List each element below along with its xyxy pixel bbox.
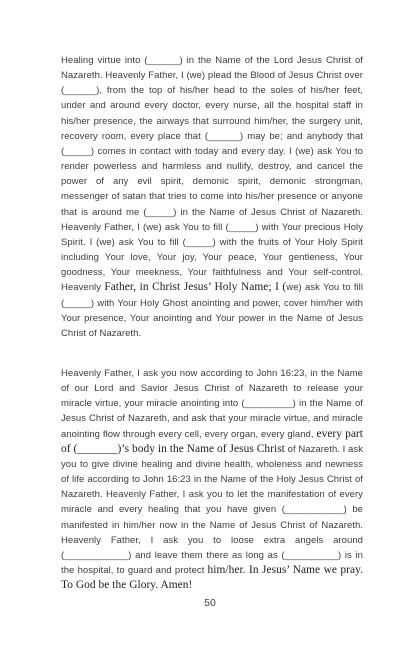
paragraph-2-text: Heavenly Father, I ask you now according to John 16:23, in the Name of our Lord and Savior Jesus Christ of Nazareth to release your miracle virtue, your miracle anointing into (_________) in the Name of Jesus Christ of Nazareth, and ask that your miracle virtue, and miracle anointing flow through every cell, every organ, every gland, bbox=[61, 368, 363, 440]
closing-line: him/her. In Jesus’ Name we pray. To God be the Glory. Amen! bbox=[61, 564, 363, 592]
paragraph-1-text-end: we) ask You to fill (_____) with Your Holy Ghost anointing and power, cover him/her with Your presence, Your anointing and Your power in the Name of Jesus Christ of Nazareth. bbox=[61, 282, 364, 339]
paragraph-1-serif-text: Father, in Christ Jesus’ Holy Name; I ( bbox=[104, 281, 287, 294]
prayer-paragraph-1 bbox=[61, 53, 363, 341]
prayer-paragraph-2 bbox=[61, 366, 363, 593]
paragraph-1-text: Healing virtue into (______) in the Name of the Lord Jesus Christ of Nazareth. Heavenly Father, I (we) plead the Blood of Jesus Christ over (______), from the top of his/her head to the soles of his/her feet, under and around every doctor, every nurse, all the hospital staff in his/her presence, the airways that surround him/her, the surgery unit, recovery room, every place that (______) may be; and anybody that (_____) comes in contact with today and every day. I (we) ask You to render powerless and harmless and nullify, destroy, and cancel the power of any evil spirit, demonic spirit, demonic strongman, messenger of satan that tries to come into his/her presence or anyone that is around me (_____) in the Name of Jesus Christ of Nazareth. Heavenly Father, I (we) ask You to fill (_____) with Your precious Holy Spirit. I (we) ask You to fill (_____) with the fruits of Your Holy Spirit including Your love, Your joy, Your peace, Your gentleness, Your goodness, Your meekness, Your faithfulness and Your self-control. Heavenly bbox=[61, 55, 363, 294]
paragraph-2-serif-text: every part of (_______)’s body in the Name of Jesus Christ bbox=[61, 427, 363, 455]
paragraph-2-text-middle: of Nazareth. I ask you to give divine healing and divine health, wholeness and newness of life according to John 16:23 in the Name of the Holy Jesus Christ of Nazareth. Heavenly Father, I ask you to let the manifestation of every miracle and every healing that you have given (___________) be manifested in him/her now in the Name of Jesus Christ of Nazareth. Heavenly Father, I ask you to loose extra angels around (____________) and leave them there as long as (__________) is in the hospital, to guard and protect bbox=[61, 443, 363, 577]
page-number: 50 bbox=[204, 597, 216, 609]
